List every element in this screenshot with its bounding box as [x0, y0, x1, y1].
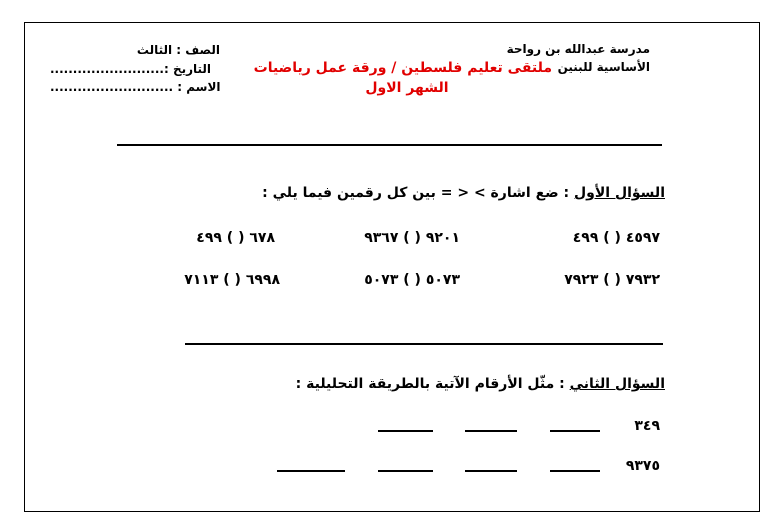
compare-item: ٧٩٣٢ ( ) ٧٩٢٣	[564, 272, 660, 288]
question1-heading	[262, 185, 665, 201]
question2-text: : مثّل الأرقام الآتية بالطريقة التحليلية :	[295, 376, 565, 392]
compare-item: ٩٢٠١ ( ) ٩٣٦٧	[364, 230, 460, 246]
worksheet-title: ملتقى تعليم فلسطين / ورقة عمل رياضيات	[253, 60, 552, 76]
question2-label: السؤال الثاني	[569, 376, 665, 392]
compare-item: ٦٧٨ ( ) ٤٩٩	[196, 230, 275, 246]
separator-line	[185, 343, 663, 345]
school-name-line2: الأساسية للبنين	[557, 60, 650, 74]
question2-heading	[296, 376, 665, 392]
answer-blank	[550, 430, 600, 432]
separator-line	[117, 144, 662, 146]
compare-item: ٦٩٩٨ ( ) ٧١١٣	[184, 272, 280, 288]
compare-item: ٥٠٧٣ ( ) ٥٠٧٣	[364, 272, 460, 288]
date-line: التاريخ :.........................	[50, 62, 212, 76]
answer-blank	[277, 470, 345, 472]
name-line: الاسم : ...........................	[50, 80, 221, 94]
answer-blank	[465, 470, 517, 472]
compare-item: ٤٥٩٧ ( ) ٤٩٩	[572, 230, 660, 246]
answer-blank	[378, 430, 433, 432]
expand-number: ٣٤٩	[634, 418, 660, 434]
question1-text: : ضع اشارة > < = بين كل رقمين فيما يلي :	[262, 185, 570, 201]
expand-number: ٩٣٧٥	[625, 458, 660, 474]
answer-blank	[465, 430, 517, 432]
question1-label: السؤال الأول	[574, 185, 665, 201]
grade-line: الصف : الثالث	[136, 43, 220, 57]
worksheet-subtitle: الشهر الاول	[365, 80, 449, 96]
answer-blank	[378, 470, 433, 472]
school-name-line1: مدرسة عبدالله بن رواحة	[506, 42, 650, 56]
answer-blank	[550, 470, 600, 472]
